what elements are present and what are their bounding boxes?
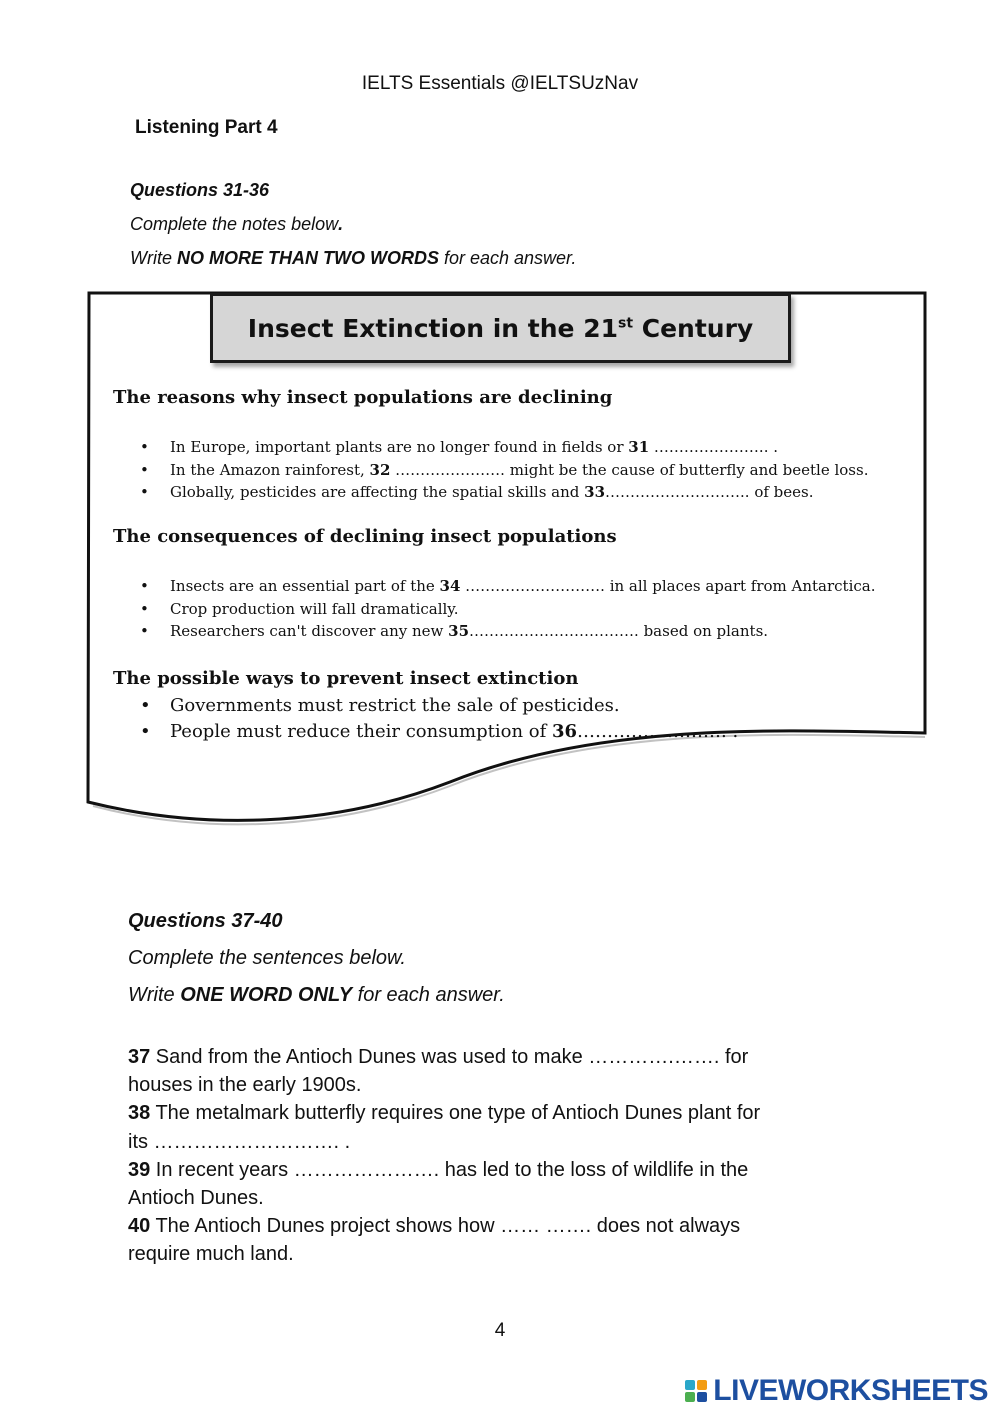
question-number: 31 <box>628 438 650 456</box>
answer-blank: ……………………………. based on plants. <box>469 622 769 640</box>
answer-blank: ……………………. . <box>577 721 739 742</box>
question-number: 33 <box>584 483 606 501</box>
answer-blank: ……………………….. of bees. <box>605 483 814 501</box>
instruction-complete-sentences: Complete the sentences below. <box>128 947 406 969</box>
page-number: 4 <box>494 1320 506 1341</box>
notes-title-main: Insect Extinction in the 21 <box>247 313 618 343</box>
question-number: 40 <box>128 1215 151 1238</box>
word-limit: NO MORE THAN TWO WORDS <box>177 248 439 268</box>
list-item: • Globally, pesticides are affecting the spatial skills and 33……………………….. of bees. <box>140 481 868 504</box>
list-item: • In Europe, important plants are no longer found in fields or 31 ………………….. . <box>140 436 868 459</box>
sentence-37: 37 Sand from the Antioch Dunes was used to make ………….……. for houses in the early 1900s. <box>128 1046 749 1097</box>
notes-title-end: Century <box>633 313 754 343</box>
list-item: • People must reduce their consumption of 36……………………. . <box>140 719 738 745</box>
notes-title-superscript: st <box>618 315 634 332</box>
list-item: • Insects are an essential part of the 34 ………………………. in all places apart from Antarctica. <box>140 575 876 598</box>
question-number: 32 <box>369 460 391 479</box>
question-number: 34 <box>439 577 461 595</box>
questions-31-36-heading: Questions 31-36 <box>130 180 270 200</box>
notes-bullet-list <box>140 693 738 745</box>
question-number: 36 <box>551 721 578 742</box>
sentence-list <box>128 1043 828 1269</box>
instruction-period: . <box>338 214 344 234</box>
part-title: Listening Part 4 <box>135 117 278 138</box>
sentence-38: 38 The metalmark butterfly requires one type of Antioch Dunes plant for its ………………………. . <box>128 1102 761 1153</box>
instruction-word-limit-2 <box>128 984 505 1007</box>
list-item: • Governments must restrict the sale of pesticides. <box>140 693 738 719</box>
word-limit: ONE WORD ONLY <box>180 984 353 1006</box>
notes-title <box>248 314 753 343</box>
list-item: • Researchers can't discover any new 35……………………………. based on plants. <box>140 620 876 643</box>
write-suffix: for each answer. <box>352 984 505 1006</box>
notes-bullet-list <box>140 436 868 504</box>
notes-title-box <box>210 293 791 363</box>
list-item: • Crop production will fall dramatically. <box>140 598 876 621</box>
brand-name: LIVEWORKSHEETS <box>713 1374 988 1407</box>
answer-blank: ………………….. . <box>649 438 778 456</box>
liveworksheets-logo[interactable] <box>685 1374 988 1408</box>
document-header: IELTS Essentials @IELTSUzNav <box>361 73 639 94</box>
question-number: 37 <box>128 1046 151 1068</box>
questions-37-40-heading: Questions 37-40 <box>128 910 283 932</box>
answer-blank: …………………. might be the cause of butterfly and beetle loss. <box>390 460 869 479</box>
logo-grid-icon <box>685 1380 707 1402</box>
question-number: 38 <box>128 1102 151 1125</box>
write-prefix: Write <box>130 248 177 268</box>
notes-section-heading: The reasons why insect populations are declining <box>113 387 613 408</box>
instruction-text: Complete the notes below <box>130 214 339 234</box>
notes-section-heading: The possible ways to prevent insect extinction <box>113 668 579 689</box>
sentence-39: 39 In recent years …………………. has led to the loss of wildlife in the Antioch Dunes. <box>128 1158 749 1210</box>
write-prefix: Write <box>128 984 181 1006</box>
list-item: • In the Amazon rainforest, 32 …………………. might be the cause of butterfly and beetle loss. <box>140 459 868 482</box>
notes-section-heading: The consequences of declining insect populations <box>113 526 617 547</box>
sentence-40: 40 The Antioch Dunes project shows how …… ……. does not always require much land. <box>128 1215 741 1266</box>
write-suffix: for each answer. <box>438 248 577 268</box>
notes-bullet-list <box>140 575 876 643</box>
question-number: 35 <box>448 622 470 640</box>
question-number: 39 <box>128 1158 151 1181</box>
answer-blank: ………………………. in all places apart from Antarctica. <box>460 577 876 595</box>
